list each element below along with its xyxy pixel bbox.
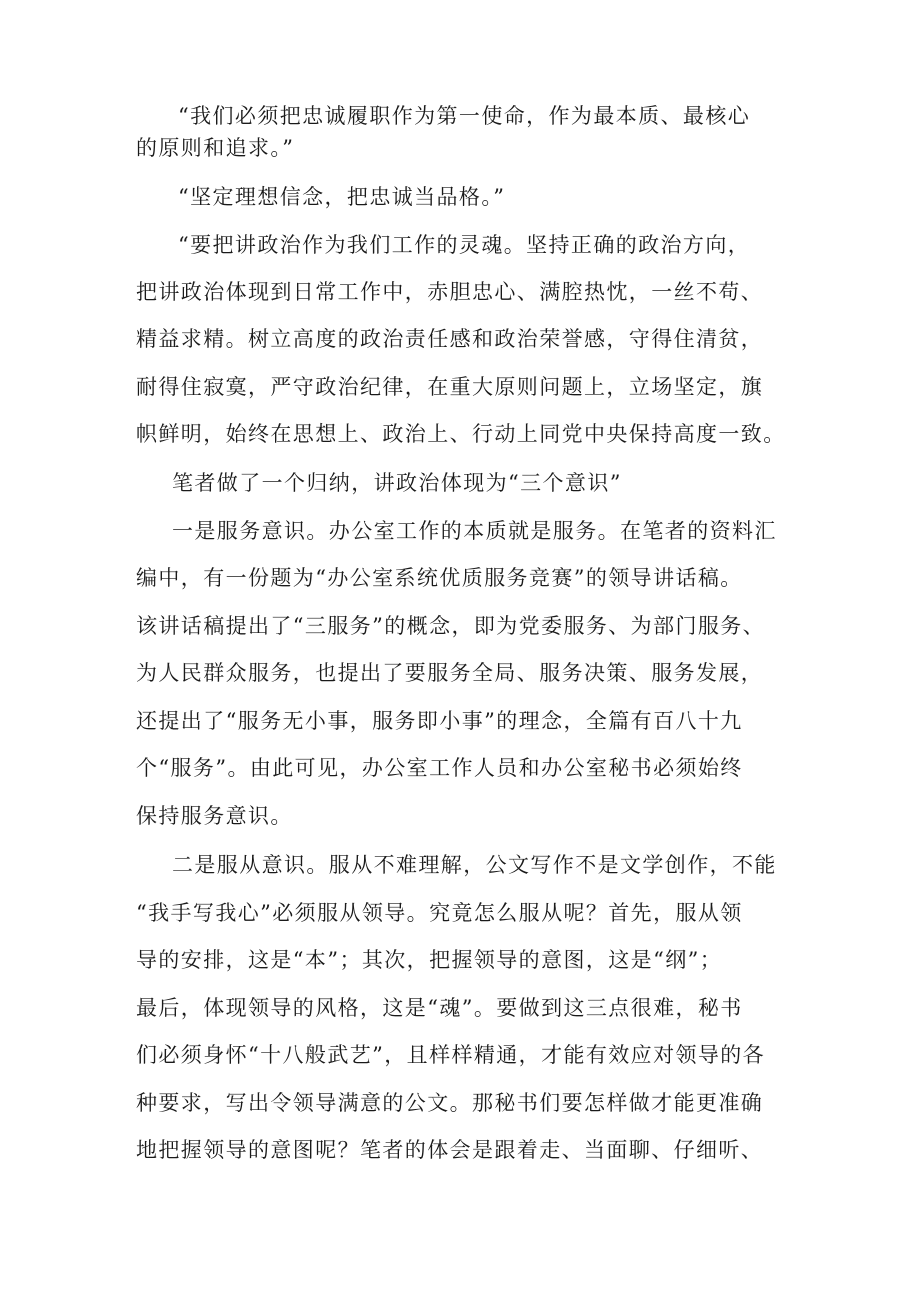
text-line: 还提出了“服务无小事，服务即小事”的理念，全篇有百八十九 (136, 709, 743, 733)
text-line: 导的安排，这是“本”；其次，把握领导的意图，这是“纲”； (136, 948, 723, 972)
text-line: 最后，体现领导的风格，这是“魂”。要做到这三点很难，秘书 (136, 996, 743, 1020)
text-line: “要把讲政治作为我们工作的灵魂。坚持正确的政治方向， (178, 233, 751, 257)
text-line: 该讲话稿提出了“三服务”的概念，即为党委服务、为部门服务、 (136, 614, 766, 638)
text-line: “我们必须把忠诚履职作为第一使命，作为最本质、最核心 (178, 104, 751, 128)
text-line: 为人民群众服务，也提出了要服务全局、服务决策、服务发展， (136, 661, 764, 685)
text-line: 的原则和追求。” (136, 136, 295, 160)
text-line: 编中，有一份题为“办公室系统优质服务竞赛”的领导讲话稿。 (136, 566, 743, 590)
text-line: 笔者做了一个归纳，讲政治体现为“三个意识” (172, 471, 622, 495)
text-line: 帜鲜明，始终在思想上、政治上、行动上同党中央保持高度一致。 (136, 422, 786, 446)
text-line: 地把握领导的意图呢？笔者的体会是跟着走、当面聊、仔细听、 (136, 1138, 764, 1162)
text-line: 二是服从意识。服从不难理解，公文写作不是文学创作，不能 (172, 853, 777, 877)
text-line: “我手写我心”必须服从领导。究竟怎么服从呢？首先，服从领 (136, 901, 743, 925)
text-line: 一是服务意识。办公室工作的本质就是服务。在笔者的资料汇 (172, 519, 777, 543)
text-line: 精益求精。树立高度的政治责任感和政治荣誉感，守得住清贫， (136, 327, 764, 351)
text-line: 把讲政治体现到日常工作中，赤胆忠心、满腔热忱，一丝不苟、 (136, 280, 764, 304)
text-line: “坚定理想信念，把忠诚当品格。” (178, 185, 506, 209)
text-line: 们必须身怀“十八般武艺”，且样样精通，才能有效应对领导的各 (136, 1043, 766, 1067)
text-line: 保持服务意识。 (136, 804, 293, 828)
text-line: 个“服务”。由此可见，办公室工作人员和办公室秘书必须始终 (136, 756, 743, 780)
text-line: 种要求，写出令领导满意的公文。那秘书们要怎样做才能更准确 (136, 1091, 764, 1115)
text-line: 耐得住寂寞，严守政治纪律，在重大原则问题上，立场坚定，旗 (136, 375, 764, 399)
